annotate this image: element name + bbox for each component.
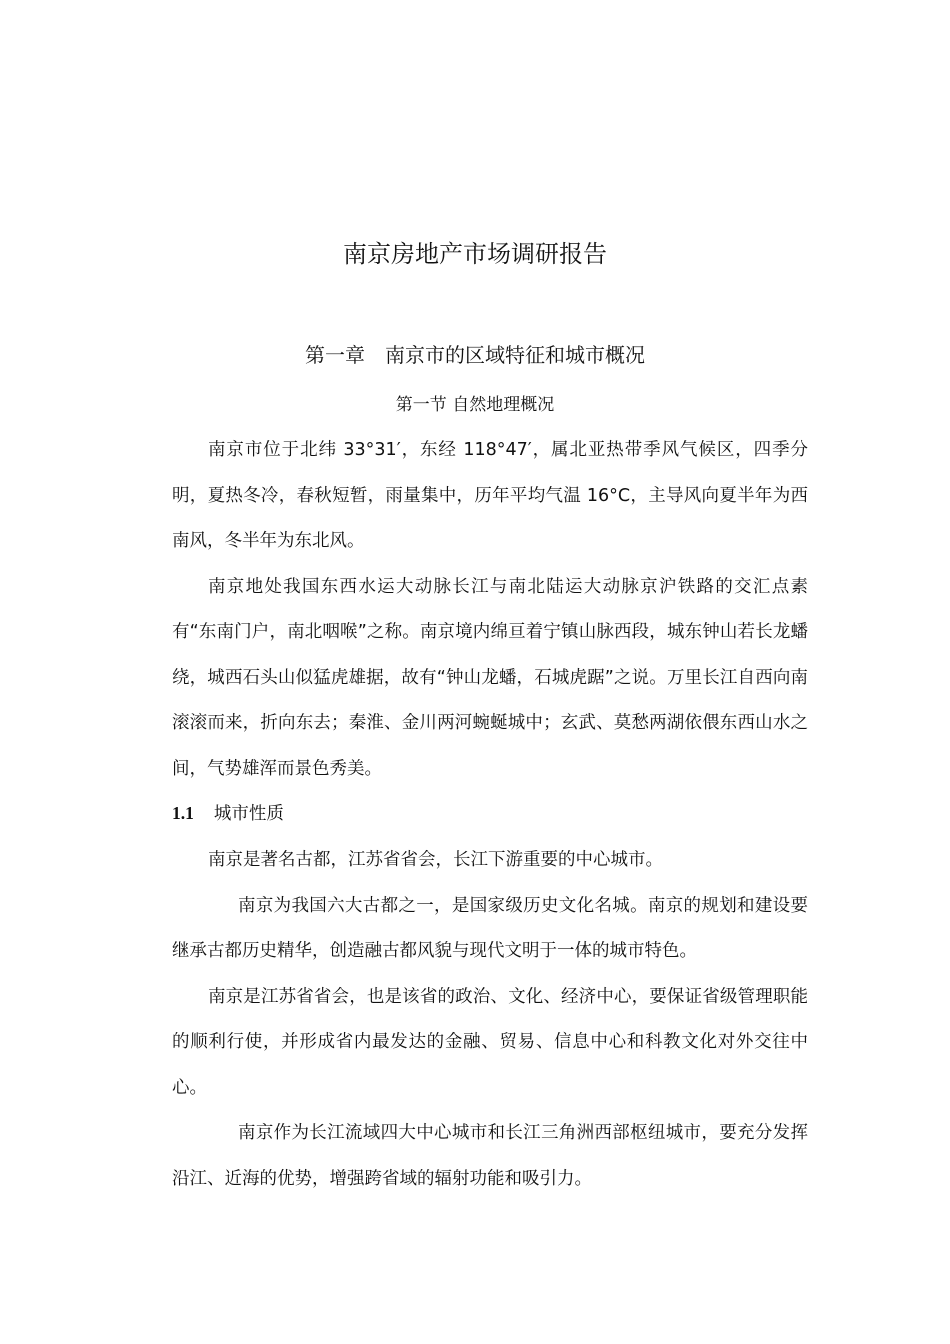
paragraph-provincial-capital: 南京是江苏省省会，也是该省的政治、文化、经济中心，要保证省级管理职能的顺利行使，并形成省内最发达的金融、贸易、信息中心和科教文化对外交往中心。 — [172, 986, 808, 1098]
body-block-city-nature — [172, 838, 808, 1202]
paragraph-city-summary: 南京是著名古都，江苏省省会，长江下游重要的中心城市。 — [208, 850, 663, 870]
chapter-heading: 第一章 南京市的区域特征和城市概况 — [305, 343, 645, 367]
paragraph-location: 南京地处我国东西水运大动脉长江与南北陆运大动脉京沪铁路的交汇点素有“东南门户，南北咽喉”之称。南京境内绵亘着宁镇山脉西段，城东钟山若长龙蟠绕，城西石头山似猛虎雄据，故有“钟山龙蟠，石城虎踞”之说。万里长江自西向南滚滚而来，折向东去；秦淮、金川两河蜿蜒城中；玄武、莫愁两湖依偎东西山水之间，气势雄浑而景色秀美。 — [172, 576, 808, 779]
subsection-number: 1.1 — [172, 803, 194, 823]
paragraph-ancient-capital: 南京为我国六大古都之一，是国家级历史文化名城。南京的规划和建设要继承古都历史精华，创造融古都风貌与现代文明于一体的城市特色。 — [172, 895, 808, 961]
document-title: 南京房地产市场调研报告 — [343, 240, 607, 268]
paragraph-yangtze-hub: 南京作为长江流域四大中心城市和长江三角洲西部枢纽城市，要充分发挥沿江、近海的优势，增强跨省域的辐射功能和吸引力。 — [172, 1123, 808, 1189]
body-block-natural-geography — [172, 428, 808, 792]
paragraph-climate: 南京市位于北纬 33°31′，东经 118°47′，属北亚热带季风气候区，四季分明，夏热冬冷，春秋短暂，雨量集中，历年平均气温 16°C，主导风向夏半年为西南风，冬半年为东北风。 — [172, 440, 808, 551]
subsection-heading — [172, 796, 284, 831]
section-heading: 第一节 自然地理概况 — [395, 395, 555, 415]
subsection-title: 城市性质 — [213, 804, 284, 824]
